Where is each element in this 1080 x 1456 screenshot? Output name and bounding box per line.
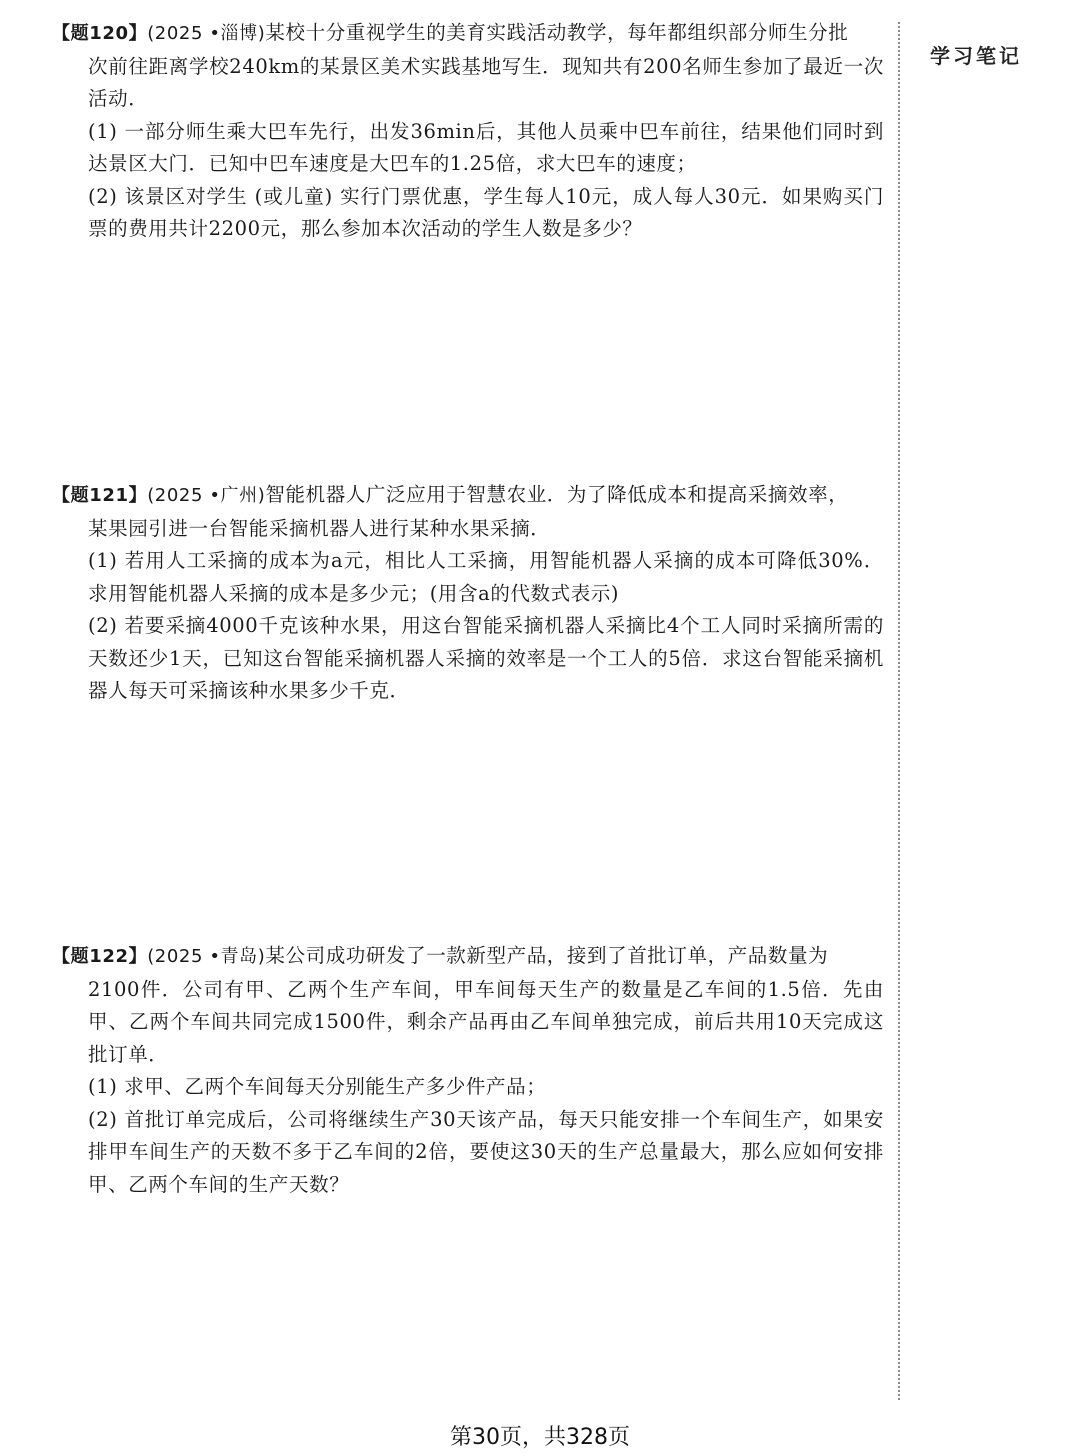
problem-number: 【题122】 <box>52 946 148 967</box>
problem-number: 【题120】 <box>52 23 148 44</box>
problem-120 <box>52 17 884 246</box>
problem-source: (2025 •广州) <box>147 485 266 506</box>
problem-part-1: (1) 求甲、乙两个车间每天分别能生产多少件产品； <box>88 1075 547 1098</box>
problem-number: 【题121】 <box>52 485 148 506</box>
problem-intro-continued: 某果园引进一台智能采摘机器人进行某种水果采摘． <box>88 516 551 540</box>
page-number-footer: 第30页，共328页 <box>450 1425 630 1450</box>
problem-part-1: (1) 一部分师生乘大巴车先行，出发36min后，其他人员乘中巴车前往，结果他们同时到达景区大门．已知中巴车速度是大巴车的1.25倍，求大巴车的速度； <box>88 119 884 175</box>
problem-part-1: (1) 若用人工采摘的成本为a元，相比人工采摘，用智能机器人采摘的成本可降低30%．求用智能机器人采摘的成本是多少元；(用含a的代数式表示) <box>88 549 884 605</box>
notes-divider <box>898 22 900 1400</box>
problem-intro-line: 某校十分重视学生的美育实践活动教学，每年都组织部分师生分批 <box>265 21 849 44</box>
problem-121 <box>52 479 884 708</box>
problem-part-2: (2) 首批订单完成后，公司将继续生产30天该产品，每天只能安排一个车间生产，如果安排甲车间生产的天数不多于乙车间的2倍，要使这30天的生产总量最大，那么应如何安排甲、乙两个车间的生产天数？ <box>88 1107 884 1196</box>
problem-intro <box>52 479 884 545</box>
problem-intro <box>52 940 884 1071</box>
problem-intro-continued: 次前往距离学校240km的某景区美术实践基地写生．现知共有200名师生参加了最近一次活动． <box>88 54 884 110</box>
problem-intro-continued: 2100件．公司有甲、乙两个生产车间，甲车间每天生产的数量是乙车间的1.5倍．先由甲、乙两个车间共同完成1500件，剩余产品再由乙车间单独完成，前后共用10天完成这批订单． <box>88 977 884 1066</box>
problem-part-2: (2) 若要采摘4000千克该种水果，用这台智能采摘机器人采摘比4个工人同时采摘所需的天数还少1天，已知这台智能采摘机器人采摘的效率是一个工人的5倍．求这台智能采摘机器人每天可采摘该种水果多少千克． <box>88 614 884 702</box>
study-notes-label: 学习笔记 <box>930 44 1022 68</box>
problem-intro <box>52 17 884 116</box>
problem-part-2: (2) 该景区对学生 (或儿童) 实行门票优惠，学生每人10元，成人每人30元．如果购买门票的费用共计2200元，那么参加本次活动的学生人数是多少？ <box>88 184 884 240</box>
problem-source: (2025 •淄博) <box>147 23 266 44</box>
problem-intro-line: 某公司成功研发了一款新型产品，接到了首批订单，产品数量为 <box>265 944 829 967</box>
problem-source: (2025 •青岛) <box>147 946 266 967</box>
problem-intro-line: 智能机器人广泛应用于智慧农业．为了降低成本和提高采摘效率， <box>265 483 849 506</box>
problem-122 <box>52 940 884 1201</box>
